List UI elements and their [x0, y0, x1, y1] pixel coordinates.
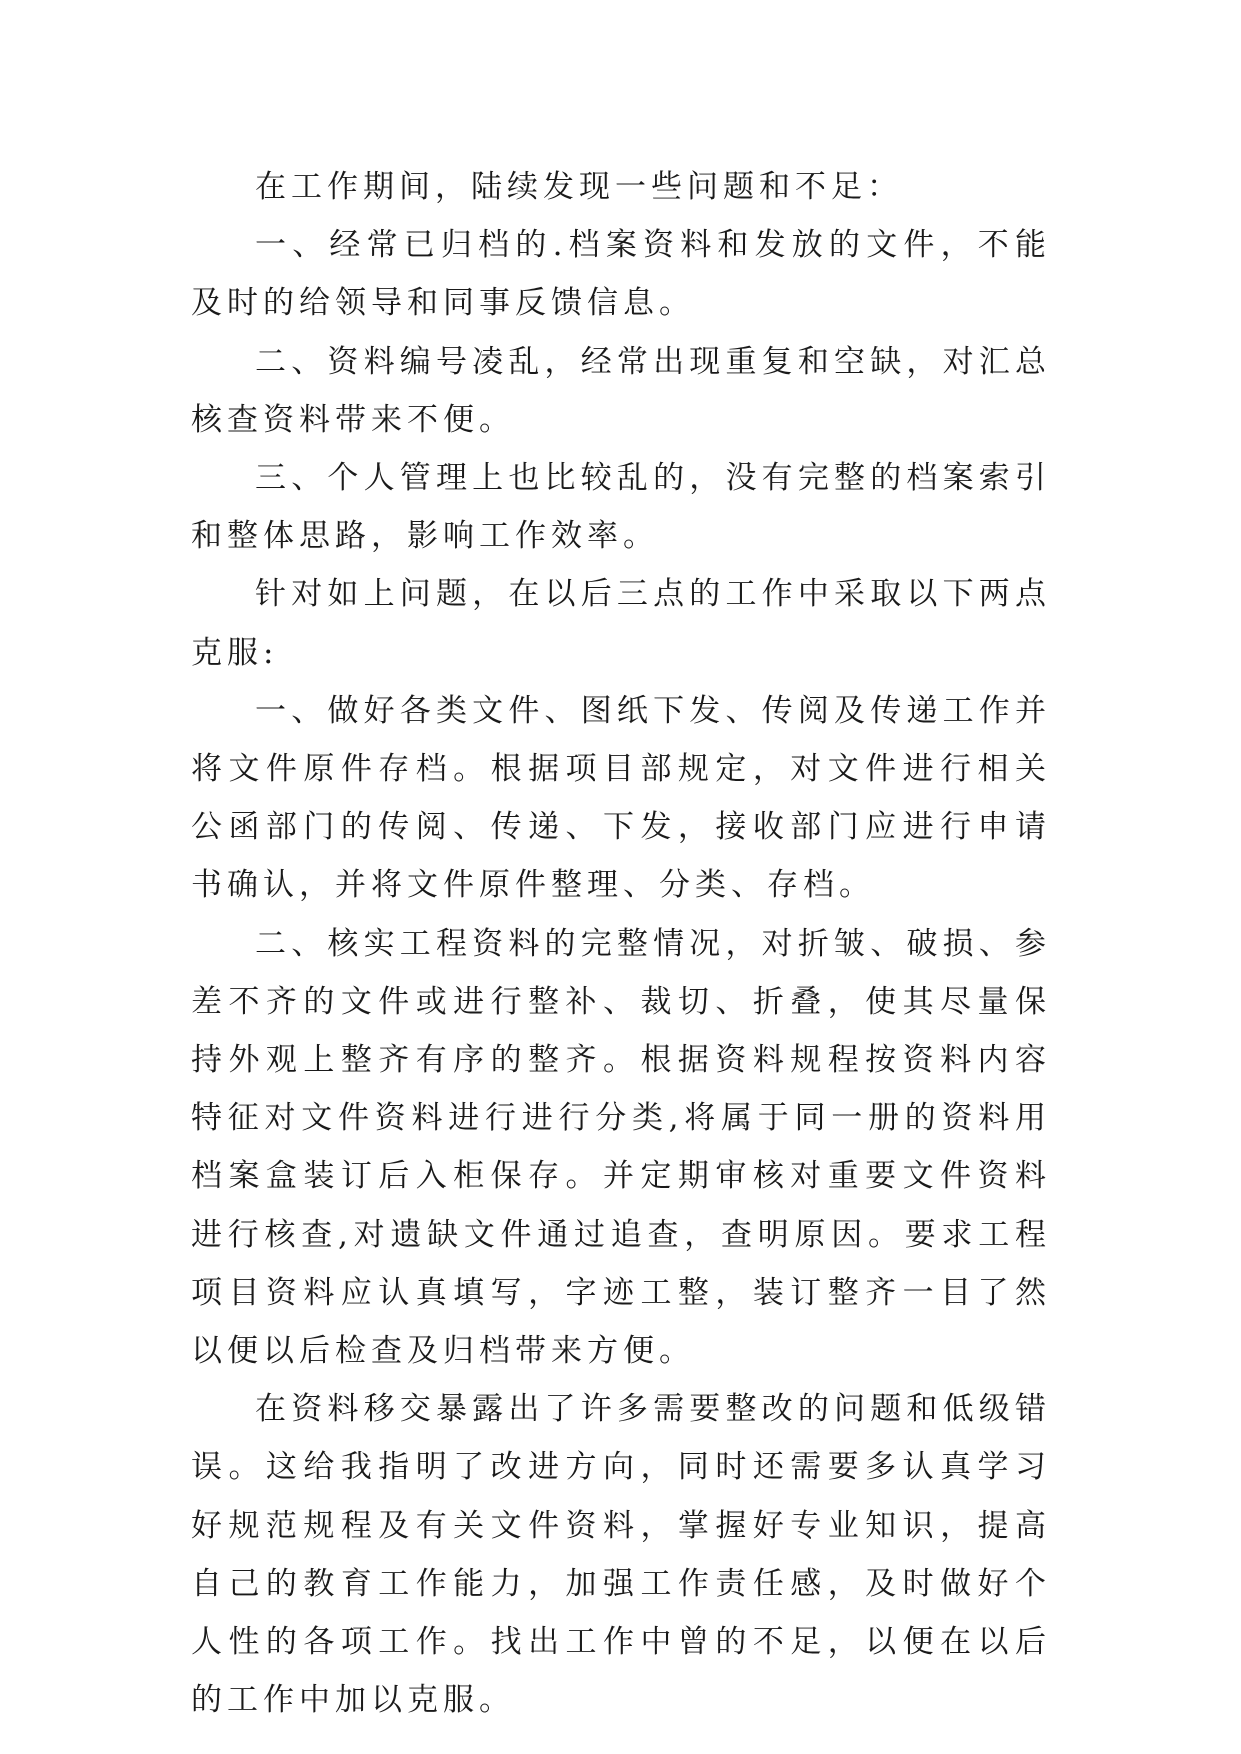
paragraph-intro-problems: 在工作期间，陆续发现一些问题和不足： [255, 169, 903, 205]
paragraph-solution-2: 二、核实工程资料的完整情况，对折皱、破损、参差不齐的文件或进行整补、裁切、折叠，使其尽量保持外观上整齐有序的整齐。根据资料规程按资料内容特征对文件资料进行进行分类,将属于同一册的资料用档案盒装订后入柜保存。并定期审核对重要文件资料进行核查,对遗缺文件通过追查，查明原因。要求工程项目资料应认真填写，字迹工整，装订整齐一目了然以便以后检查及归档带来方便。 [191, 925, 1051, 1370]
paragraph-problem-3: 三、个人管理上也比较乱的，没有完整的档案索引和整体思路，影响工作效率。 [191, 460, 1051, 555]
paragraph-conclusion: 在资料移交暴露出了许多需要整改的问题和低级错误。这给我指明了改进方向，同时还需要多认真学习好规范规程及有关文件资料，掌握好专业知识，提高自己的教育工作能力，加强工作责任感，及时做好个人性的各项工作。找出工作中曾的不足，以便在以后的工作中加以克服。 [191, 1391, 1051, 1719]
paragraph-intro-solutions: 针对如上问题，在以后三点的工作中采取以下两点克服: [191, 576, 1051, 671]
paragraph-problem-1: 一、经常已归档的.档案资料和发放的文件，不能及时的给领导和同事反馈信息。 [191, 227, 1051, 322]
document-body [191, 158, 1051, 1729]
paragraph-problem-2: 二、资料编号凌乱，经常出现重复和空缺，对汇总核查资料带来不便。 [191, 343, 1051, 438]
paragraph-solution-1: 一、做好各类文件、图纸下发、传阅及传递工作并将文件原件存档。根据项目部规定，对文件进行相关公函部门的传阅、传递、下发，接收部门应进行申请书确认，并将文件原件整理、分类、存档。 [191, 692, 1051, 904]
